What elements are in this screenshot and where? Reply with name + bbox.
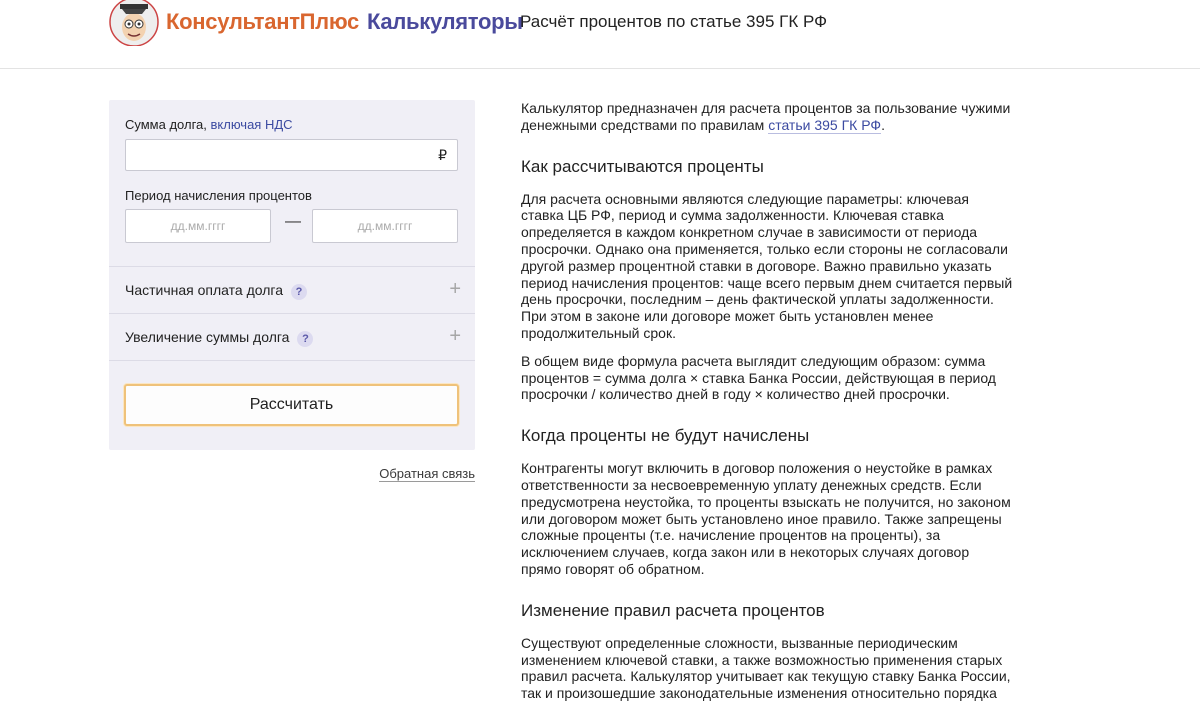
article-content — [521, 100, 1013, 702]
plus-icon[interactable]: + — [449, 325, 461, 347]
help-icon[interactable]: ? — [297, 331, 313, 347]
period-label: Период начисления процентов — [125, 188, 312, 203]
divider — [109, 360, 475, 361]
brand-primary: КонсультантПлюс — [166, 9, 359, 34]
date-to-input[interactable] — [312, 209, 458, 243]
paragraph: Существуют определенные сложности, вызванные периодическим изменением ключевой ставки, а также возможностью применения старых правил расчета. Калькулятор учитывает как текущую ставку Банка России, так и произошедшие законодательные изменения относительно порядка — [521, 634, 1011, 702]
page-title: Расчёт процентов по статье 395 ГК РФ — [520, 12, 828, 31]
section-heading: Как рассчитываются проценты — [521, 156, 764, 176]
paragraph: Для расчета основными являются следующие параметры: ключевая ставка ЦБ РФ, период и сумма задолженности. Ключевая ставка определяется в каждом конкретном случае в зависимости от периода просрочки. Однако она применяется, только если стороны не согласовали другой размер процентной ставки в договоре. Важно правильно указать период начисления процентов: чаще всего первым днем считается первый день просрочки, последним – день фактической уплаты задолженности. При этом в законе или договоре может быть установлен менее продолжительный срок. — [521, 190, 1013, 341]
brand-logo[interactable] — [166, 9, 523, 35]
ruble-icon: ₽ — [438, 147, 447, 163]
calculate-button[interactable]: Рассчитать — [124, 384, 459, 426]
section-heading: Изменение правил расчета процентов — [521, 600, 825, 620]
date-from-input[interactable] — [125, 209, 271, 243]
debt-increase-label: Увеличение суммы долга ? — [125, 329, 313, 347]
consultant-mascot-logo-icon[interactable] — [108, 0, 160, 46]
paragraph: Контрагенты могут включить в договор положения о неустойке в рамках ответственности за несвоевременную уплату денежных средств. Если предусмотрена неустойка, то проценты взыскать не получится, но законом или договором может быть установлено иное правило. Также запрещены сложные проценты (т.е. начисление процентов на проценты), за исключением случаев, когда закон или в некоторых случаях договор прямо говорят об обратном. — [521, 460, 1011, 577]
debt-amount-label-text: Сумма долга, — [125, 117, 207, 132]
debt-increase-row[interactable] — [109, 314, 475, 360]
intro-paragraph: Калькулятор предназначен для расчета процентов за пользование чужими денежными средствами по правилам статьи 395 ГК РФ. — [521, 100, 1011, 133]
debt-amount-label — [125, 117, 293, 132]
article-395-link[interactable]: статьи 395 ГК РФ — [768, 116, 882, 133]
date-range-separator: — — [285, 213, 301, 230]
debt-amount-field — [125, 139, 458, 171]
partial-payment-label: Частичная оплата долга ? — [125, 282, 307, 300]
section-heading: Когда проценты не будут начислены — [521, 426, 810, 446]
calculator-panel — [109, 100, 475, 450]
site-header — [0, 0, 1200, 69]
partial-payment-row[interactable] — [109, 267, 475, 313]
feedback-link[interactable]: Обратная связь — [379, 466, 475, 481]
help-icon[interactable]: ? — [291, 284, 307, 300]
plus-icon[interactable]: + — [449, 278, 461, 300]
vat-included-link[interactable]: включая НДС — [210, 117, 293, 132]
debt-amount-input[interactable] — [134, 140, 428, 172]
brand-secondary: Калькуляторы — [367, 9, 523, 34]
paragraph: В общем виде формула расчета выглядит следующим образом: сумма процентов = сумма долга × ставка Банка России, действующая в период просрочки / количество дней в году × количество дней просрочки. — [521, 352, 996, 403]
